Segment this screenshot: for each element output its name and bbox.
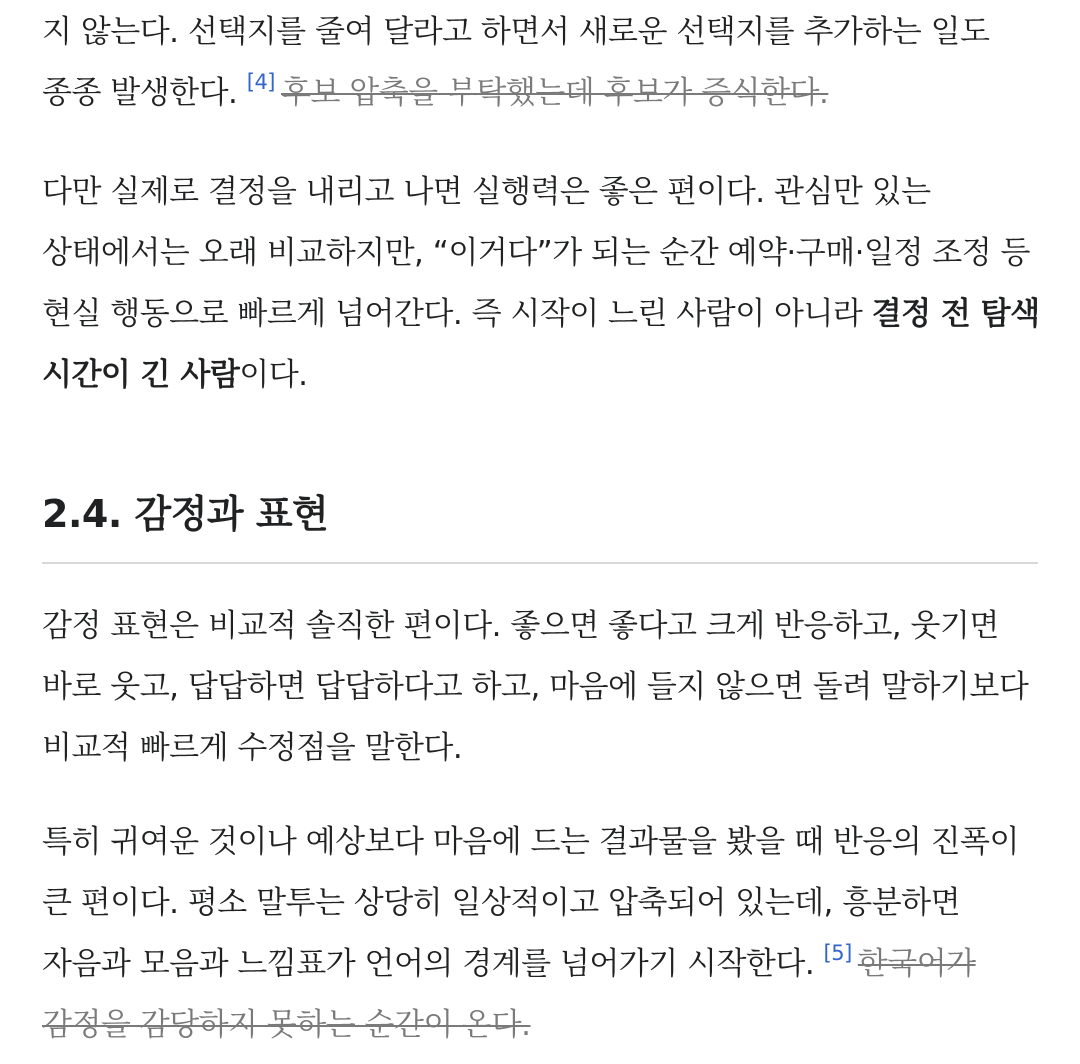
section-divider — [42, 562, 1038, 564]
paragraph-text: 다만 실제로 결정을 내리고 나면 실행력은 좋은 편이다. 관심만 있는 상태에서는 오래 비교하지만, “이거다”가 되는 순간 예약·구매·일정 조정 등 현실 행동으로 빠르게 넘어간다. 즉 시작이 느린 사람이 아니라 — [42, 174, 1030, 332]
paragraph-execution — [42, 162, 1042, 406]
strikethrough-joke: 한국어가 감정을 감당하지 못하는 순간이 온다. — [42, 946, 976, 1043]
paragraph-expression — [42, 596, 1042, 779]
bold-emphasis: 결정 전 탐색 시간이 긴 사람 — [42, 296, 1040, 393]
section-heading: 2.4. 감정과 표현 — [42, 492, 329, 536]
paragraph-reaction — [42, 812, 1042, 1056]
paragraph-text: 감정 표현은 비교적 솔직한 편이다. 좋으면 좋다고 크게 반응하고, 웃기면 바로 웃고, 답답하면 답답하다고 하고, 마음에 들지 않으면 돌려 말하기보다 비교적 빠르게 수정점을 말한다. — [42, 608, 1029, 766]
footnote-ref-5[interactable]: [5] — [823, 941, 852, 965]
paragraph-choices — [42, 2, 1042, 124]
strikethrough-joke: 후보 압축을 부탁했는데 후보가 증식한다. — [281, 75, 829, 111]
footnote-ref-4[interactable]: [4] — [246, 70, 275, 94]
paragraph-text: 특히 귀여운 것이나 예상보다 마음에 드는 결과물을 봤을 때 반응의 진폭이 큰 편이다. 평소 말투는 상당히 일상적이고 압축되어 있는데, 흥분하면 자음과 모음과 느낌표가 언어의 경계를 넘어가기 시작한다. — [42, 824, 1019, 982]
paragraph-text-end: 이다. — [239, 357, 308, 393]
paragraph-text: 지 않는다. 선택지를 줄여 달라고 하면서 새로운 선택지를 추가하는 일도 종종 발생한다. — [42, 14, 990, 111]
